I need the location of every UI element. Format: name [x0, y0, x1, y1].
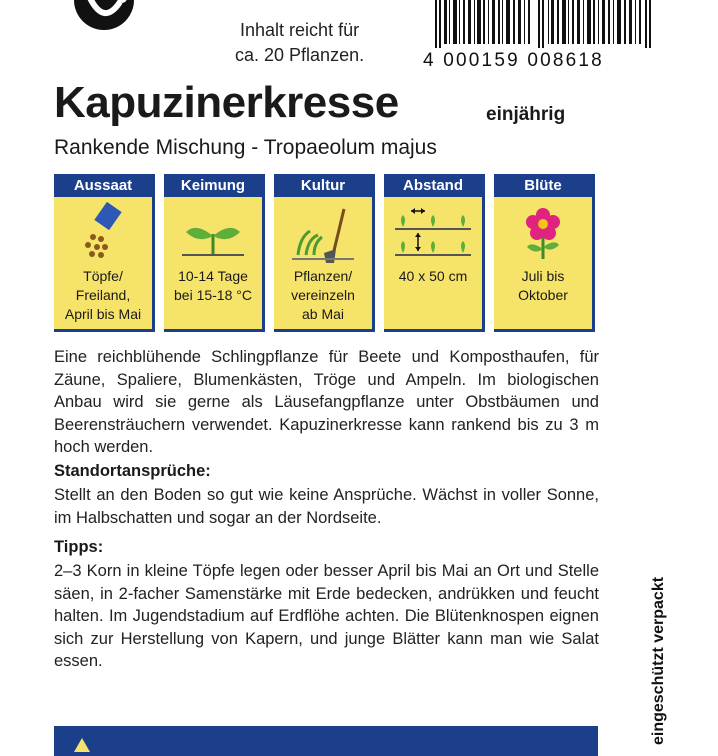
- panel-keimung: [164, 174, 265, 332]
- content-info-line1: Inhalt reicht für: [240, 20, 360, 40]
- tipps-section: [54, 560, 599, 673]
- panel-text-line: vereinzeln: [291, 287, 355, 303]
- description-text: Eine reichblühende Schlingpflanze für Beete und Komposthaufen, für Zäune, Spaliere, Blumenkästen, Tröge und Ampeln. Im biologischen Anbau wird sie gerne als Läusefangpflanze unter Obstbäumen und Beerensträuchern verwendet. Kapuzinerkresse kann rankend bis zu 3 m hoch werden.: [54, 348, 599, 456]
- panel-label: Aussaat: [54, 174, 152, 197]
- panel-label: Abstand: [384, 174, 482, 197]
- description: [54, 346, 599, 459]
- bottom-band: [54, 726, 598, 756]
- panel-abstand: [384, 174, 485, 332]
- content-info: [235, 18, 364, 68]
- standort-section: [54, 484, 599, 529]
- spacing-icon: [384, 197, 482, 267]
- product-subtitle: Rankende Mischung - Tropaeolum majus: [54, 136, 437, 159]
- flower-icon: [494, 197, 592, 267]
- seedling-icon: [164, 197, 262, 267]
- panel-text-line: 40 x 50 cm: [398, 268, 468, 284]
- barcode-number: 4 000159 008618: [423, 50, 604, 71]
- panel-text-line: Freiland,: [75, 287, 131, 303]
- panel-aussaat: [54, 174, 155, 332]
- panel-text-line: 10-14 Tage: [178, 268, 248, 284]
- spade-plants-icon: [274, 197, 372, 267]
- panel-text-line: bei 15-18 °C: [174, 287, 252, 303]
- panel-text-line: Pflanzen/: [293, 268, 353, 284]
- standort-heading: Standortansprüche:: [54, 462, 211, 480]
- standort-text: Stellt an den Boden so gut wie keine Ansprüche. Wächst in voller Sonne, im Halbschatten und sogar an der Nordseite.: [54, 486, 599, 527]
- brand-logo-icon: [60, 0, 148, 32]
- panel-text-line: ab Mai: [301, 306, 345, 322]
- side-label: eingeschützt verpackt: [650, 576, 667, 745]
- product-lifecycle: einjährig: [486, 104, 566, 125]
- content-info-line2: ca. 20 Pflanzen.: [235, 45, 365, 65]
- seed-packet-icon: [54, 197, 152, 267]
- panel-text-line: Oktober: [518, 287, 568, 303]
- panel-label: Keimung: [164, 174, 262, 197]
- panel-label: Kultur: [274, 174, 372, 197]
- panel-text-line: Töpfe/: [83, 268, 123, 284]
- panel-label: Blüte: [494, 174, 592, 197]
- panel-text-line: April bis Mai: [64, 306, 142, 322]
- panel-bluete: [494, 174, 595, 332]
- panel-text-line: Juli bis: [521, 268, 565, 284]
- tipps-heading: Tipps:: [54, 538, 104, 556]
- tipps-text: 2–3 Korn in kleine Töpfe legen oder besser April bis Mai an Ort und Stelle säen, in 2-facher Samenstärke mit Erde bedecken, andrükken und feucht halten. Im Jugendstadium auf Erdflöhe achten. Die Blütenknospen eignen sich zur Herstellung von Kapern, und junge Blätter kann man wie Salat essen.: [54, 562, 599, 670]
- panel-kultur: [274, 174, 375, 332]
- barcode: [435, 0, 660, 48]
- product-title: Kapuzinerkresse: [54, 78, 399, 127]
